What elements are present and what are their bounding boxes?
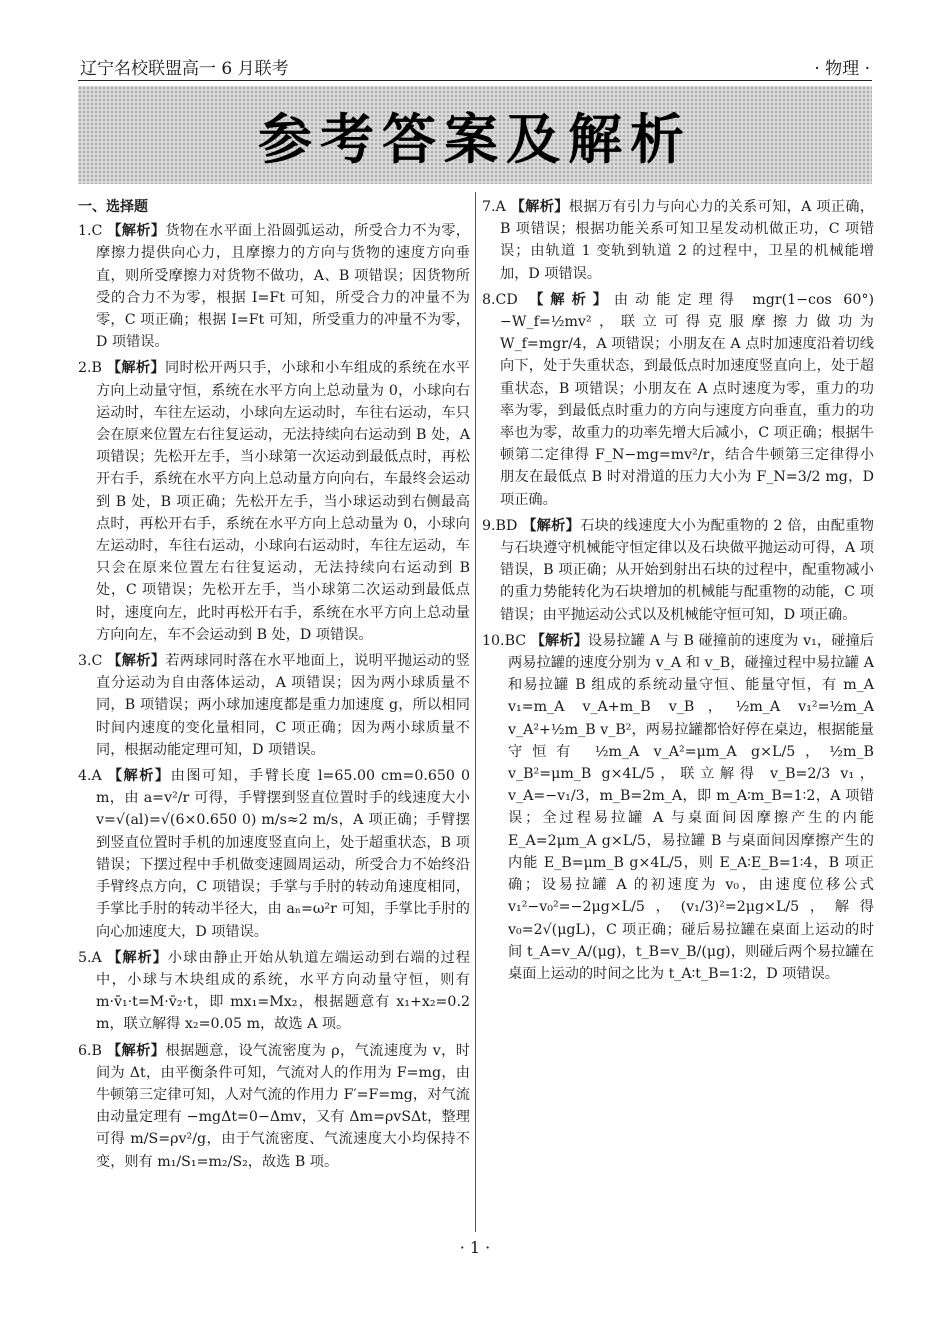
answer: BD [495,517,518,534]
analysis-tag: 【解析】 [510,199,569,215]
right-column [482,196,874,989]
answer: A [91,768,102,785]
section-heading: 一、选择题 [78,199,148,215]
question-number: 8. [482,291,496,308]
left-column [78,196,470,1177]
analysis-tag: 【解析】 [107,949,168,966]
question-1 [78,220,470,353]
question-2 [78,357,470,646]
question-number: 7. [482,199,496,215]
question-10 [482,630,874,985]
analysis-tag: 【解析】 [530,632,588,649]
question-number: 6. [78,1042,92,1059]
analysis-tag: 【解析】 [107,223,166,240]
question-number: 2. [78,360,92,377]
question-number: 10. [482,632,505,649]
analysis-text: 若两球同时落在水平地面上，说明平抛运动的竖直分运动为自由落体运动，A 项错误；因为两小球质量不同，B 项错误；两小球加速度都是重力加速度 g，所以相同时间内速度的变化量相同，C 项正确；因为两小球质量不同，根据动能定理可知，D 项错误。 [96,653,470,758]
question-number: 3. [78,653,92,670]
analysis-text: 设易拉罐 A 与 B 碰撞前的速度为 v₁，碰撞后两易拉罐的速度分别为 v_A 和 v_B，碰撞过程中易拉罐 A 和易拉罐 B 组成的系统动量守恒、能量守恒，有 m_A v₁=m_A v_A+m_B v_B，½m_A v₁²=½m_A v_A²+½m_B v_B²，两易拉罐都恰好停在桌边，根据能量守恒有 ½m_A v_A²=μm_A g×L/5，½m_B v_B²=μm_B g×4L/5，联立解得 v_B=2/3 v₁，v_A=−v₁/3，m_B=2m_A，即 m_A∶m_B=1∶2，A 项错误；全过程易拉罐 A 与桌面间因摩擦产生的内能 E_A=2μm_A g×L/5，易拉罐 B 与桌面间因摩擦产生的内能 E_B=μm_B g×4L/5，则 E_A∶E_B=1∶4，B 项正确；设易拉罐 A 的初速度为 v₀，由速度位移公式 v₁²−v₀²=−2μg×L/5，(v₁/3)²=2μg×L/5，解得 v₀=2√(μgL)，C 项正确；碰后易拉罐在桌面上运动的时间 t_A=v_A/(μg)，t_B=v_B/(μg)，则碰后两个易拉罐在桌面上运动的时间之比为 t_A∶t_B=1∶2，D 项错误。 [508,632,874,982]
answer: BC [504,632,527,649]
question-8 [482,289,874,511]
analysis-tag: 【解析】 [107,653,166,670]
exam-title: 辽宁名校联盟高一 6 月联考 [80,59,289,79]
question-7 [482,196,874,285]
title-banner [78,86,872,184]
question-3 [78,650,470,761]
question-9 [482,515,874,626]
answer: A [495,199,506,215]
analysis-tag: 【解析】 [107,768,171,785]
question-6 [78,1040,470,1173]
page-title: 参考答案及解析 [258,107,692,171]
answer: C [91,223,103,240]
question-number: 9. [482,517,496,534]
answer: C [91,653,103,670]
answer: B [91,1042,102,1059]
answer: A [91,949,102,966]
analysis-text: 同时松开两只手，小球和小车组成的系统在水平方向上动量守恒，系统在水平方向上总动量为 0，小球向右运动时，车往左运动，小球向左运动时，车往右运动，车只会在原来位置左右往复运动，无法持续向右运动到 B 处，A 项错误；先松开左手，当小球第一次运动到最低点时，再松开右手，系统在水平方向上总动量方向向右，车最终会运动到 B 处，B 项正确；先松开左手，当小球运动到右侧最高点时，再松开右手，系统在水平方向上总动量为 0，小球向左运动时，车往右运动，小球向右运动时，车往左运动，车只会在原来位置左右往复运动，无法持续向右运动到 B 处，C 项错误；先松开左手，当小球第二次运动到最低点时，速度向左，此时再松开右手，系统在水平方向上总动量方向向左，车不会运动到 B 处，D 项错误。 [96,360,470,643]
question-4 [78,765,470,943]
analysis-text: 货物在水平面上沿圆弧运动，所受合力不为零，摩擦力提供向心力，且摩擦力的方向与货物的速度方向垂直，则所受摩擦力对货物不做功，A、B 项错误；因货物所受的合力不为零，根据 I=Ft 可知，所受合力的冲量不为零，C 项正确；根据 I=Ft 可知，所受重力的冲量不为零，D 项错误。 [96,223,470,351]
question-number: 1. [78,223,92,240]
analysis-text: 石块的线速度大小为配重物的 2 倍，由配重物与石块遵守机械能守恒定律以及石块做平抛运动可得，A 项错误，B 项正确；从开始到射出石块的过程中，配重物减小的重力势能转化为石块增加的机械能与配重物的动能，C 项错误；由平抛运动公式以及机械能守恒可知，D 项正确。 [500,517,874,623]
analysis-tag: 【解析】 [529,291,614,308]
analysis-tag: 【解析】 [106,1042,166,1059]
analysis-text: 由图可知，手臂长度 l=65.00 cm=0.650 0 m，由 a=v²/r 可得，手臂摆到竖直位置时手的线速度大小 v=√(al)=√(6×0.650 0) m/s≈2 m/s，A 项正确；手臂摆到竖直位置时手机的加速度竖直向上，处于超重状态，B 项错误；下摆过程中手机做变速圆周运动，所受合力不始终沿手臂终点方向，C 项错误；手掌与手肘的转动角速度相同，手掌比手肘的转动半径大，由 aₙ=ω²r 可知，手掌比手肘的向心加速度大，D 项错误。 [96,768,470,940]
question-number: 4. [78,768,92,785]
question-5 [78,947,470,1036]
analysis-text: 根据题意，设气流密度为 ρ，气流速度为 v，时间为 Δt，由平衡条件可知，气流对人的作用为 F=mg，由牛顿第三定律可知，人对气流的作用力 F′=F=mg，对气流由动量定理有 −mgΔt=0−Δmv，又有 Δm=ρvSΔt，整理可得 m/S=ρv²/g，由于气流密度、气流速度大小均保持不变，则有 m₁/S₁=m₂/S₂，故选 B 项。 [96,1042,470,1170]
answer: B [91,360,102,377]
analysis-text: 由动能定理得 mgr(1−cos 60°)−W_f=½mv²，联立可得克服摩擦力做功为 W_f=mgr/4，A 项错误；小朋友在 A 点时加速度沿着切线向下，处于失重状态，到最低点时加速度竖直向上，处于超重状态，B 项错误；小朋友在 A 点时速度为零，重力的功率为零，到最低点时重力的方向与速度方向垂直，重力的功率也为零，故重力的功率先增大后减小，C 项正确；根据牛顿第二定律得 F_N−mg=mv²/r，结合牛顿第三定律得小朋友在最低点 B 时对滑道的压力大小为 F_N=3/2 mg，D 项正确。 [500,291,874,508]
analysis-text: 根据万有引力与向心力的关系可知，A 项正确，B 项错误；根据功能关系可知卫星发动机做正功，C 项错误；由轨道 1 变轨到轨道 2 的过程中，卫星的机械能增加，D 项错误。 [500,199,874,282]
column-divider [475,192,476,1232]
page-number: · 1 · [459,1238,491,1257]
page-header [78,52,872,81]
subject-label: · 物理 · [814,59,870,79]
analysis-tag: 【解析】 [522,517,581,534]
analysis-tag: 【解析】 [106,360,166,377]
analysis-text: 小球由静止开始从轨道左端运动到右端的过程中，小球与木块组成的系统，水平方向动量守恒，则有 m·v̄₁·t=M·v̄₂·t，即 mx₁=Mx₂，根据题意有 x₁+x₂=0.2 m，联立解得 x₂=0.05 m，故选 A 项。 [96,949,470,1033]
question-number: 5. [78,949,92,966]
answer: CD [495,291,518,308]
